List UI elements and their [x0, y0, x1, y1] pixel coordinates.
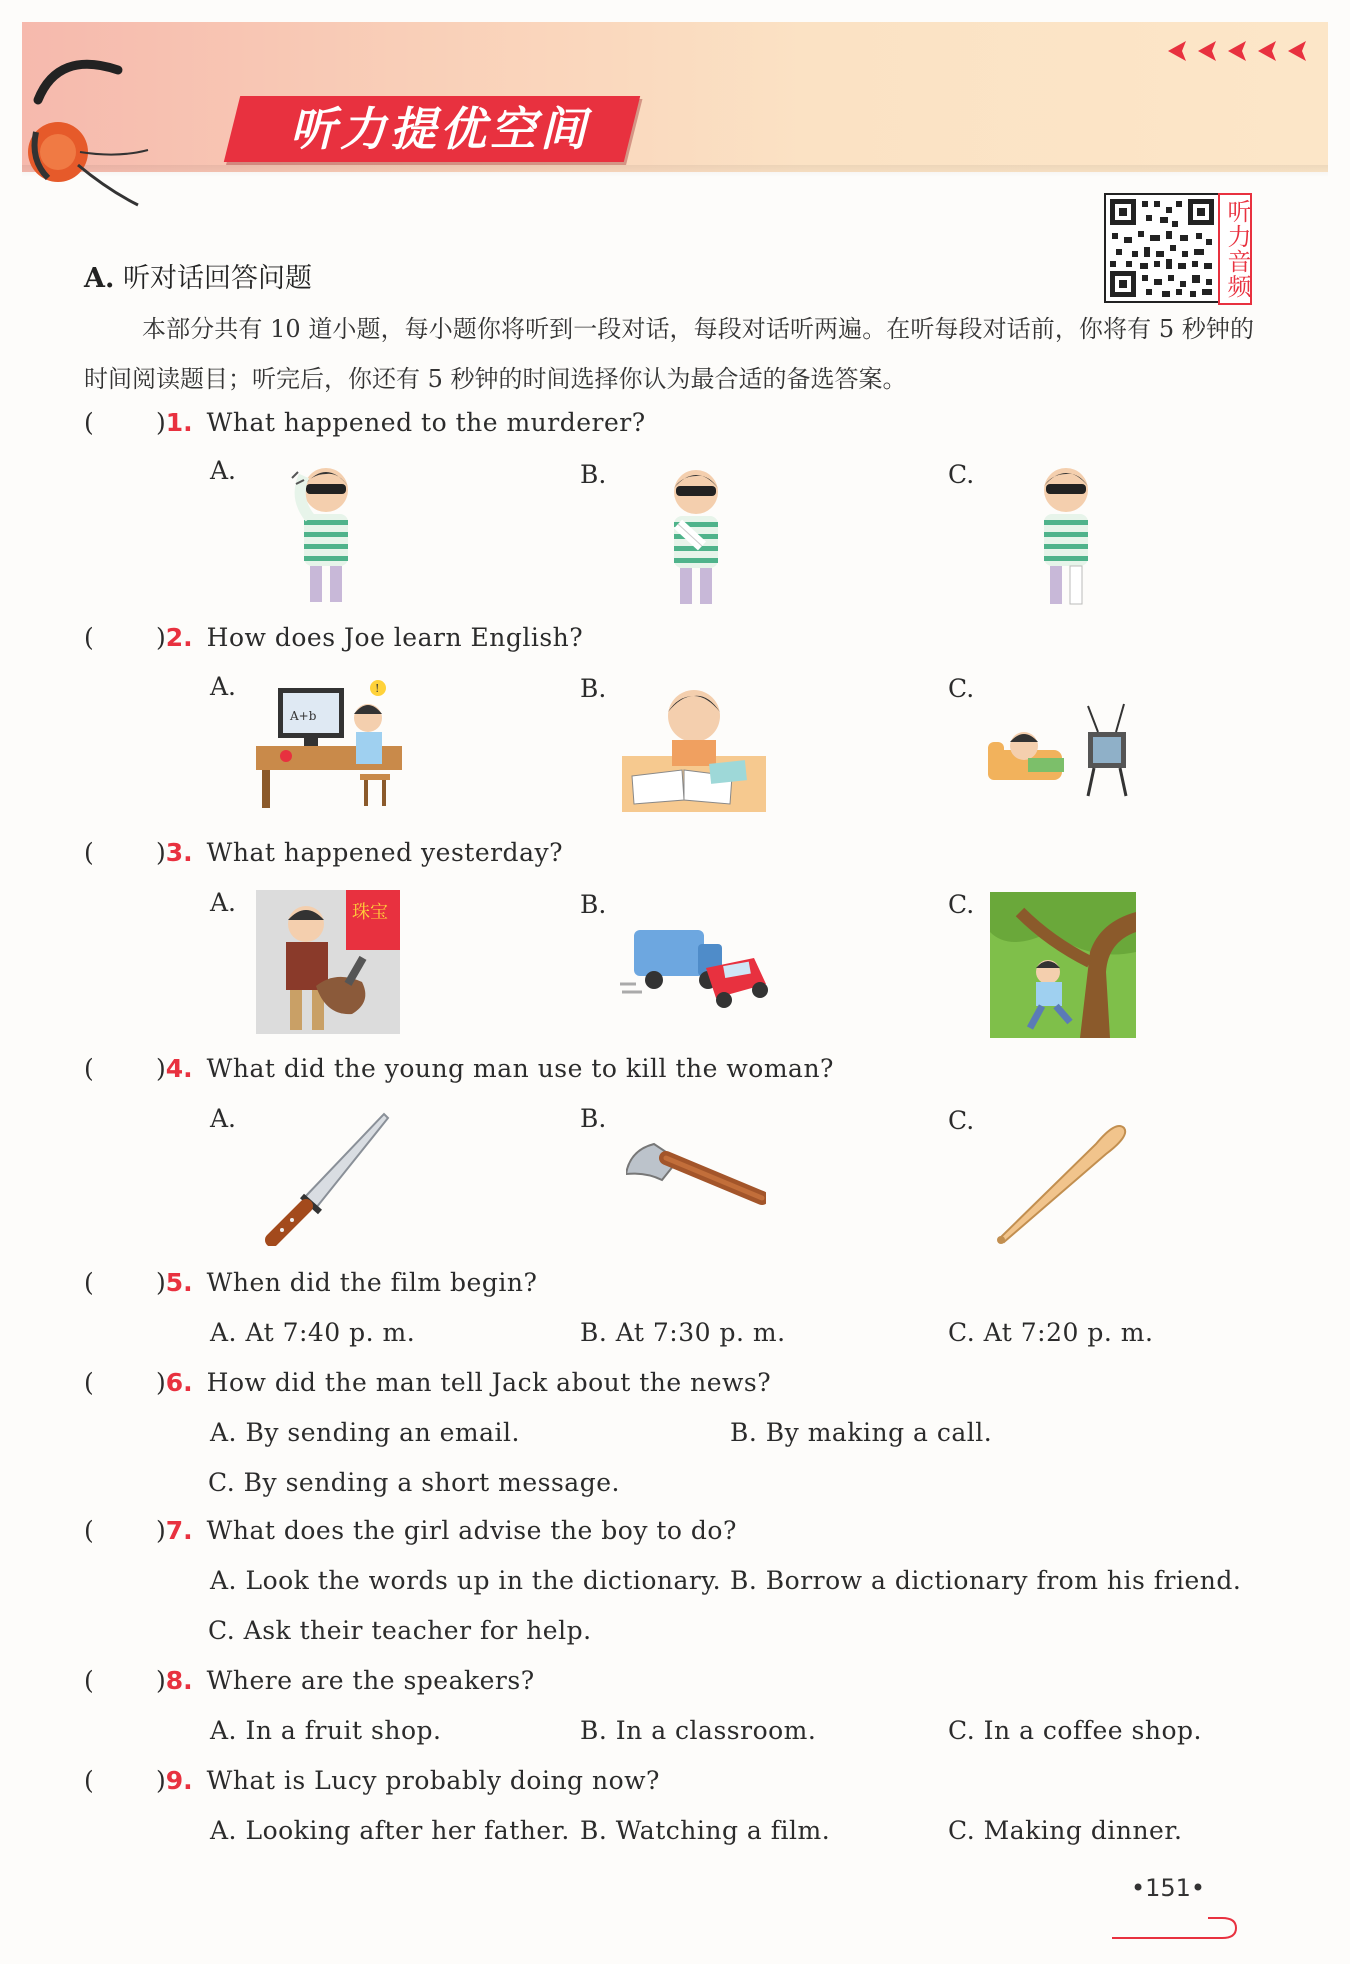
question-4: ( )4. What did the young man use to kill the woman? — [84, 1054, 834, 1083]
qr-label: 听力音频 — [1218, 193, 1252, 305]
answer-bracket[interactable]: ( — [84, 1054, 94, 1083]
broken-leg-icon — [1026, 460, 1106, 610]
section-instructions: 本部分共有 10 道小题，每小题你将听到一段对话，每段对话听两遍。在听每段对话前，你将有 5 秒钟的时间阅读题目；听完后，你还有 5 秒钟的时间选择你认为最合适的备选答案。 — [84, 315, 1254, 393]
question-number: 2. — [165, 623, 193, 652]
answer-bracket[interactable]: ( — [84, 1368, 94, 1397]
question-stem: Where are the speakers? — [206, 1666, 535, 1695]
book-study-icon — [622, 680, 766, 812]
option-b[interactable]: B. By making a call. — [730, 1418, 993, 1447]
option-a[interactable]: A. At 7:40 p. m. — [210, 1318, 416, 1347]
baseball-bat-icon — [992, 1114, 1132, 1244]
headphones-icon — [18, 40, 168, 210]
question-number: 7. — [165, 1516, 193, 1545]
option-b[interactable]: B. Borrow a dictionary from his friend. — [730, 1566, 1242, 1595]
question-5: ( )5. When did the film begin? — [84, 1268, 538, 1297]
question-stem: What happened to the murderer? — [206, 408, 646, 437]
section-title: 听对话回答问题 — [122, 263, 312, 294]
page-title: 听力提优空间 — [290, 102, 590, 156]
option-c[interactable]: C. Making dinner. — [948, 1816, 1183, 1845]
arrow-left-decor-icon — [1168, 38, 1318, 64]
header-banner — [22, 22, 1328, 172]
answer-bracket[interactable]: ( — [84, 1268, 94, 1297]
section-heading — [84, 256, 312, 295]
option-b[interactable]: B. Watching a film. — [580, 1816, 831, 1845]
option-a-label[interactable]: A. — [210, 1104, 237, 1133]
option-a[interactable]: A. In a fruit shop. — [210, 1716, 442, 1745]
question-number: 4. — [165, 1054, 193, 1083]
car-accident-icon — [620, 918, 770, 1018]
question-number: 1. — [165, 408, 193, 437]
question-6: ( )6. How did the man tell Jack about the news? — [84, 1368, 772, 1397]
option-b[interactable]: B. In a classroom. — [580, 1716, 817, 1745]
question-7: ( )7. What does the girl advise the boy to do? — [84, 1516, 737, 1545]
page-number: •151• — [1130, 1874, 1206, 1902]
robbery-icon — [256, 890, 400, 1034]
option-b-label[interactable]: B. — [580, 890, 607, 919]
question-1: ( )1. What happened to the murderer? — [84, 408, 646, 437]
option-a[interactable]: A. By sending an email. — [210, 1418, 520, 1447]
watching-tv-icon — [988, 700, 1134, 800]
knife-icon — [262, 1110, 392, 1246]
question-stem: How does Joe learn English? — [206, 623, 584, 652]
section-label: A. — [84, 263, 115, 294]
answer-bracket[interactable]: ( — [84, 408, 94, 437]
question-number: 9. — [165, 1766, 193, 1795]
option-a-label[interactable]: A. — [210, 888, 237, 917]
question-number: 6. — [165, 1368, 193, 1397]
question-number: 8. — [165, 1666, 193, 1695]
question-number: 3. — [165, 838, 193, 867]
climbing-tree-icon — [990, 892, 1136, 1038]
option-b-label[interactable]: B. — [580, 460, 607, 489]
answer-bracket[interactable]: ( — [84, 623, 94, 652]
option-a-label[interactable]: A. — [210, 672, 237, 701]
axe-icon — [626, 1140, 766, 1210]
option-a[interactable]: A. Look the words up in the dictionary. — [210, 1566, 722, 1595]
answer-bracket[interactable]: ( — [84, 1766, 94, 1795]
option-c[interactable]: C. In a coffee shop. — [948, 1716, 1202, 1745]
question-stem: What is Lucy probably doing now? — [206, 1766, 660, 1795]
question-stem: When did the film begin? — [206, 1268, 538, 1297]
option-c-label[interactable]: C. — [948, 460, 975, 489]
svg-text:!: ! — [375, 682, 380, 695]
question-stem: What happened yesterday? — [206, 838, 563, 867]
question-number: 5. — [165, 1268, 193, 1297]
question-9: ( )9. What is Lucy probably doing now? — [84, 1766, 660, 1795]
option-b-label[interactable]: B. — [580, 1104, 607, 1133]
option-c[interactable]: C. At 7:20 p. m. — [948, 1318, 1154, 1347]
question-stem: How did the man tell Jack about the news? — [206, 1368, 772, 1397]
question-stem: What does the girl advise the boy to do? — [206, 1516, 737, 1545]
page-corner-arrow-icon — [1110, 1910, 1240, 1940]
shop-sign-text: 珠宝 — [352, 902, 388, 923]
hurt-head-icon — [286, 458, 366, 608]
option-b[interactable]: B. At 7:30 p. m. — [580, 1318, 786, 1347]
option-a-label[interactable]: A. — [210, 456, 237, 485]
qr-code-icon[interactable] — [1104, 193, 1220, 303]
option-c[interactable]: C. By sending a short message. — [208, 1468, 620, 1497]
option-a[interactable]: A. Looking after her father. — [210, 1816, 570, 1845]
question-stem: What did the young man use to kill the woman? — [206, 1054, 834, 1083]
answer-bracket[interactable]: ( — [84, 838, 94, 867]
question-3: ( )3. What happened yesterday? — [84, 838, 563, 867]
option-c[interactable]: C. Ask their teacher for help. — [208, 1616, 592, 1645]
answer-bracket[interactable]: ( — [84, 1666, 94, 1695]
answer-bracket[interactable]: ( — [84, 1516, 94, 1545]
option-c-label[interactable]: C. — [948, 890, 975, 919]
option-b-label[interactable]: B. — [580, 674, 607, 703]
option-c-label[interactable]: C. — [948, 1106, 975, 1135]
broken-arm-icon — [656, 462, 736, 610]
computer-study-icon — [256, 678, 402, 808]
question-8: ( )8. Where are the speakers? — [84, 1666, 535, 1695]
banner-shadow — [22, 165, 1328, 177]
screen-text: A+b — [290, 709, 317, 723]
question-2: ( )2. How does Joe learn English? — [84, 623, 584, 652]
option-c-label[interactable]: C. — [948, 674, 975, 703]
